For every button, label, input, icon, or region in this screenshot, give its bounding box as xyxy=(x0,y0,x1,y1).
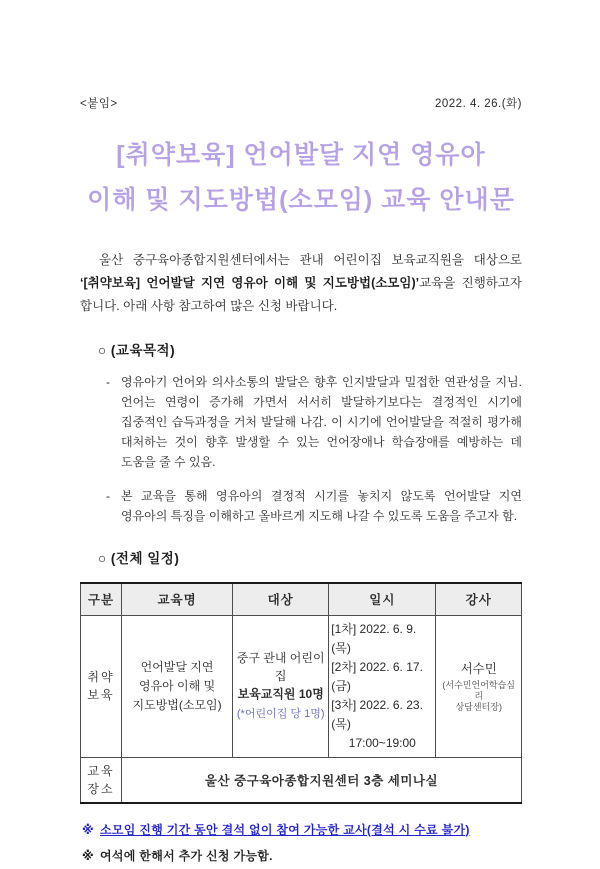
footer-notes xyxy=(82,817,522,869)
target-line2: 보육교직원 10명 xyxy=(237,687,324,701)
col-header-category: 구분 xyxy=(81,583,122,615)
category-line2: 보육 xyxy=(87,688,115,702)
cell-instructor xyxy=(436,615,522,757)
table-row-course xyxy=(81,615,522,757)
target-note: (*어린이집 당 1명) xyxy=(236,708,325,720)
schedule-table xyxy=(80,582,522,804)
intro-bold-course-name: ‘[취약보육] 언어발달 지연 영유아 이해 및 지도방법(소모임)’ xyxy=(80,276,420,290)
instructor-title xyxy=(438,680,519,713)
instructor-title-line1: (서수민언어학습심리 xyxy=(442,679,515,701)
doc-header xyxy=(80,95,522,111)
date-line2: [2차] 2022. 6. 17.(금) xyxy=(331,659,423,693)
col-header-course: 교육명 xyxy=(122,583,233,615)
course-line2: 영유아 이해 및 xyxy=(138,678,216,693)
doc-title xyxy=(80,133,522,223)
note-attendance-text: 소모임 진행 기간 동안 결석 없이 참여 가능한 교사(결석 시 수료 불가) xyxy=(100,822,470,837)
attachment-label: <붙임> xyxy=(80,98,118,110)
category-line1: 취약 xyxy=(87,670,115,684)
table-header-row xyxy=(81,583,522,615)
instructor-name: 서수민 xyxy=(460,661,497,676)
dates-block xyxy=(331,620,433,753)
schedule-heading: ○ (전체 일정) xyxy=(98,551,180,566)
intro-post: 교육을 진행하고자 합니다. 아래 사항 참고하여 많은 신청 바랍니다. xyxy=(80,276,522,313)
purpose-bullet-1 xyxy=(106,372,522,472)
purpose-bullet-1-text: 영유아기 언어와 의사소통의 발달은 향후 인지발달과 밀접한 연관성을 지님. 언어는 연령이 증가해 가면서 서서히 발달하기보다는 결정적인 시기에 집중적인 습득과정을 거처 발달해 나감. 이 시기에 언어발달을 적절히 평가해 대처하는 것이 향후 발생할 수 있는 언어장애나 학습장애를 예방하는 데 도움을 줄 수 있음. xyxy=(121,375,522,469)
doc-title-line1: [취약보육] 언어발달 지연 영유아 xyxy=(116,141,486,169)
reference-mark-icon: ※ xyxy=(82,822,94,837)
col-header-target: 대상 xyxy=(233,583,329,615)
location-label-line1: 교육 xyxy=(87,763,115,778)
note-extra-apply xyxy=(82,843,522,869)
purpose-heading: ○ (교육목적) xyxy=(98,343,176,358)
cell-location-label xyxy=(81,757,122,803)
note-extra-apply-text: 여석에 한해서 추가 신청 가능함. xyxy=(100,848,273,863)
cell-location-value: 울산 중구육아종합지원센터 3층 세미나실 xyxy=(122,757,522,803)
time-line: 17:00~19:00 xyxy=(348,735,416,750)
note-attendance xyxy=(82,817,522,843)
col-header-instructor: 강사 xyxy=(436,583,522,615)
purpose-bullet-2-text: 본 교육을 통해 영유아의 결정적 시기를 놓치지 않도록 언어발달 지연 영유아의 특징을 이해하고 올바르게 지도해 나갈 수 있도록 도움을 주고자 함. xyxy=(121,489,522,523)
intro-paragraph xyxy=(80,249,522,318)
target-line1: 중구 관내 어린이집 xyxy=(236,651,325,683)
intro-pre: 울산 중구육아종합지원센터에서는 관내 어린이집 보육교직원을 대상으로 xyxy=(99,253,522,267)
table-row-location xyxy=(81,757,522,803)
cell-target xyxy=(233,615,329,757)
date-line1: [1차] 2022. 6. 9.(목) xyxy=(331,621,417,655)
purpose-bullet-2 xyxy=(106,486,522,526)
bullet-dash-marker: - xyxy=(106,375,110,389)
cell-course-name xyxy=(122,615,233,757)
cell-datetime xyxy=(329,615,436,757)
location-label-line2: 장소 xyxy=(87,781,115,796)
bullet-dash-marker: - xyxy=(106,489,110,503)
course-line3: 지도방법(소모임) xyxy=(132,697,222,712)
cell-category xyxy=(81,615,122,757)
reference-mark-icon: ※ xyxy=(82,848,94,863)
instructor-title-line2: 상담센터장) xyxy=(455,701,502,712)
date-line3: [3차] 2022. 6. 23.(목) xyxy=(331,697,423,731)
col-header-datetime: 일시 xyxy=(329,583,436,615)
purpose-bullet-list xyxy=(106,372,522,526)
doc-date: 2022. 4. 26.(화) xyxy=(434,98,522,110)
course-line1: 언어발달 지연 xyxy=(140,659,214,674)
doc-title-line2: 이해 및 지도방법(소모임) 교육 안내문 xyxy=(87,186,515,214)
